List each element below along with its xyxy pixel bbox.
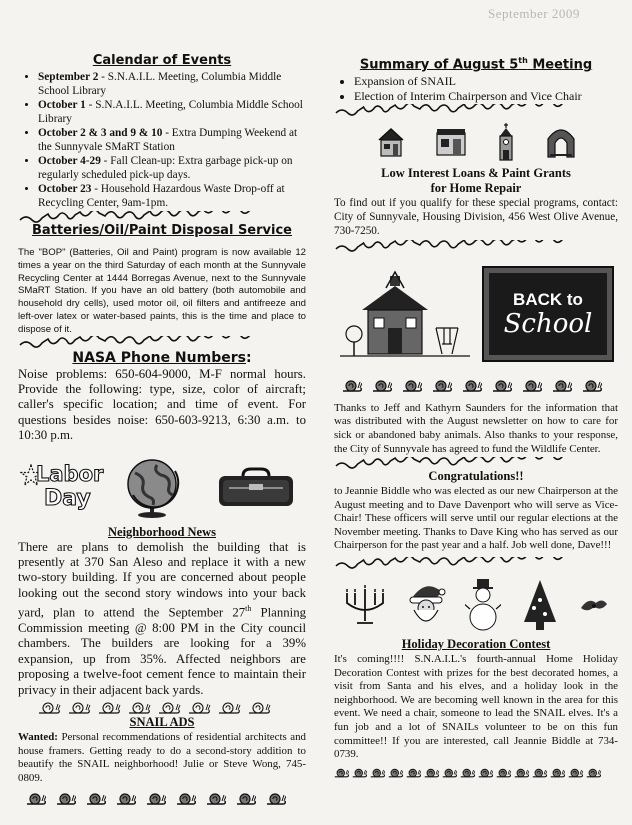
santa-icon: [404, 582, 448, 628]
globe-icon: [123, 457, 181, 519]
church-icon: [495, 122, 517, 162]
globe-clipart: [96, 457, 208, 519]
neighborhood-heading: Neighborhood News: [108, 524, 216, 539]
calendar-item: [38, 70, 306, 98]
calendar-item: [38, 126, 306, 154]
christmas-tree-icon: [518, 578, 562, 632]
squiggle-divider-icon: [334, 240, 618, 256]
summary-heading-text: Summary of August 5: [359, 57, 519, 73]
neighborhood-body-part2: Planning Commission meeting @ 8:00 PM in the City council chambers. The builders are looking for a 39% expansion, up from 35%. Affected neighbors are proposing a twelve-foot cement fence to maintain their privacy in their adjacent back yards.: [18, 605, 307, 697]
squiggle-divider: [334, 104, 618, 120]
summary-heading-sup: th: [518, 56, 528, 65]
calendar-item-text: - Household Hazardous Waste Drop-off at Recycling Center, 9am-1pm.: [38, 183, 285, 209]
calendar-item: [38, 98, 306, 126]
squiggle-divider: [334, 240, 618, 256]
snail-divider-outline: [18, 700, 306, 716]
bop-heading: Batteries/Oil/Paint Disposal Service: [32, 223, 292, 238]
summary-heading-end: Meeting: [527, 57, 593, 73]
calendar-item-date: October 4-29: [38, 155, 101, 167]
left-column: [18, 44, 306, 809]
labor-word: Labor: [36, 461, 104, 486]
suitcase-clipart: [208, 466, 304, 510]
calendar-item: [38, 182, 306, 210]
snail-divider: [18, 791, 306, 807]
holiday-clipart-row: [334, 575, 618, 635]
nasa-heading-colon: :: [245, 349, 252, 366]
summary-heading: [334, 53, 618, 73]
congrats-body: to Jeannie Biddle who was elected as our new Chairperson at the August meeting and to Dave Davenport who will serve as Vice-Chair! These officers will serve until our regular elections at the November meeting. Thanks to Dave King who has served as our Chairperson for the past year and a half. Job well done, Dave!!!: [334, 485, 618, 552]
squiggle-divider-icon: [334, 104, 618, 120]
suitcase-icon: [215, 466, 297, 510]
snail-ads-wanted-label: Wanted:: [18, 730, 58, 743]
calendar-item-date: October 1: [38, 99, 86, 111]
holiday-heading: Holiday Decoration Contest: [401, 637, 551, 652]
nasa-body: Noise problems: 650-604-9000, M-F normal hours. Provide the following: type, size, color of aircraft; caller's specific location; and time of event. For questions besides noise: 650-603-9213, 6:30 a.m. to 10:30 p.m.: [18, 366, 306, 443]
chalkboard: [484, 268, 612, 360]
right-column: [334, 44, 618, 783]
loans-body: To find out if you qualify for these special programs, contact: City of Sunnyvale, Housing Division, 456 West Olive Avenue, 730-7250.: [334, 197, 618, 237]
clipart-row: [18, 452, 306, 524]
calendar-list: [18, 70, 306, 210]
back-to-school-clipart: [334, 260, 618, 368]
neighborhood-body-part1: There are plans to demolish the building that is presently at 370 San Aleso and replace it with a new two-story building. If you are concerned about people looking out the second story windows into your back yard, plan to attend the September 27: [18, 539, 306, 620]
calendar-item-text: - S.N.A.I.L. Meeting, Columbia Middle School Library: [38, 71, 282, 97]
snowman-icon: [465, 577, 501, 633]
bop-body: The "BOP" (Batteries, Oil and Paint) program is now available 12 times a year on the third Saturday of each month at the Sunnyvale Recycling Center at 1444 Borregas Avenue, next to the Sunnyvale SMaRT Station. If you have an old battery (both automobile and household dry cells), used motor oil, oil filters and antifreeze and left-over latex or water-based paints, this is the time and place to dispose of it.: [18, 247, 306, 335]
snail-row-icon: [334, 378, 618, 394]
loans-heading-line1: Low Interest Loans & Paint Grants: [381, 166, 571, 181]
schoolhouse-icon: [340, 268, 470, 360]
calendar-item-date: September 2: [38, 71, 99, 83]
day-word: Day: [44, 485, 91, 511]
nasa-heading: [18, 350, 306, 366]
snail-ads-body: [18, 731, 306, 785]
house-icon: [376, 126, 406, 158]
snail-row-icon: [18, 791, 306, 807]
holiday-body: It's coming!!!! S.N.A.I.L.'s fourth-annual Home Holiday Decoration Contest with prizes for the best decorated homes, a visit from Santa and his elves, and a holiday look in the neighborhood. We are becoming well known in the area for this event. We need a chair, someone to lead the SNAIL elves. It's a fun job and a lot of SNAILs volunteer to be on this fun committee!! If you are interested, call Jeannie Biddle at 734-0739.: [334, 653, 618, 761]
nasa-heading-text: NASA Phone Numbers: [72, 349, 246, 366]
snail-row-icon: [334, 765, 604, 781]
loans-heading-line2: for Home Repair: [430, 181, 522, 196]
snail-divider: [334, 765, 618, 781]
snail-divider: [334, 378, 618, 394]
summary-item: • Expansion of SNAIL: [354, 74, 618, 89]
calendar-heading: Calendar of Events: [92, 53, 232, 68]
congrats-heading: Congratulations!!: [428, 469, 524, 484]
shop-icon: [435, 127, 467, 157]
chalkboard-line2: School: [503, 308, 593, 339]
calendar-item: [38, 154, 306, 182]
menorah-icon: [343, 585, 387, 625]
chalkboard-line1: BACK to: [513, 289, 583, 309]
holly-icon: [579, 594, 609, 616]
calendar-item-text: - Fall Clean-up: Extra garbage pick-up on regularly scheduled pick-up days.: [38, 155, 293, 181]
labor-day-clipart: [18, 458, 104, 518]
calendar-item-date: October 2 & 3 and 9 & 10: [38, 127, 163, 139]
corner-date: September 2009: [488, 6, 580, 21]
summary-list: [334, 74, 618, 103]
neighborhood-body: [18, 540, 306, 698]
calendar-item-text: - Extra Dumping Weekend at the Sunnyvale SMaRT Station: [38, 127, 298, 153]
calendar-item-text: - S.N.A.I.L. Meeting, Columbia Middle School Library: [38, 99, 303, 125]
snail-ads-heading: SNAIL ADS: [129, 714, 195, 729]
buildings-clipart-row: [334, 122, 618, 162]
thanks-body: Thanks to Jeff and Kathyrn Saunders for the information that was distributed with the August newsletter on how to care for sick or abandoned baby animals. Also thanks to your response, the City of Sunnyvale has agreed to fund the Wildlife Center.: [334, 401, 618, 455]
archway-icon: [546, 125, 576, 159]
squiggle-divider: [334, 557, 618, 573]
calendar-item-date: October 23: [38, 183, 92, 195]
snail-row-icon: [38, 700, 278, 716]
summary-item: • Election of Interim Chairperson and Vice Chair: [354, 89, 618, 104]
neighborhood-body-sup: th: [245, 604, 252, 614]
snail-ads-text: Personal recommendations of residential architects and house framers. Getting ready to do a second-story addition to beautify the SNAIL neighborhood! Julie or Steve Wong, 745-0809.: [18, 730, 306, 784]
squiggle-divider-icon: [334, 557, 618, 573]
